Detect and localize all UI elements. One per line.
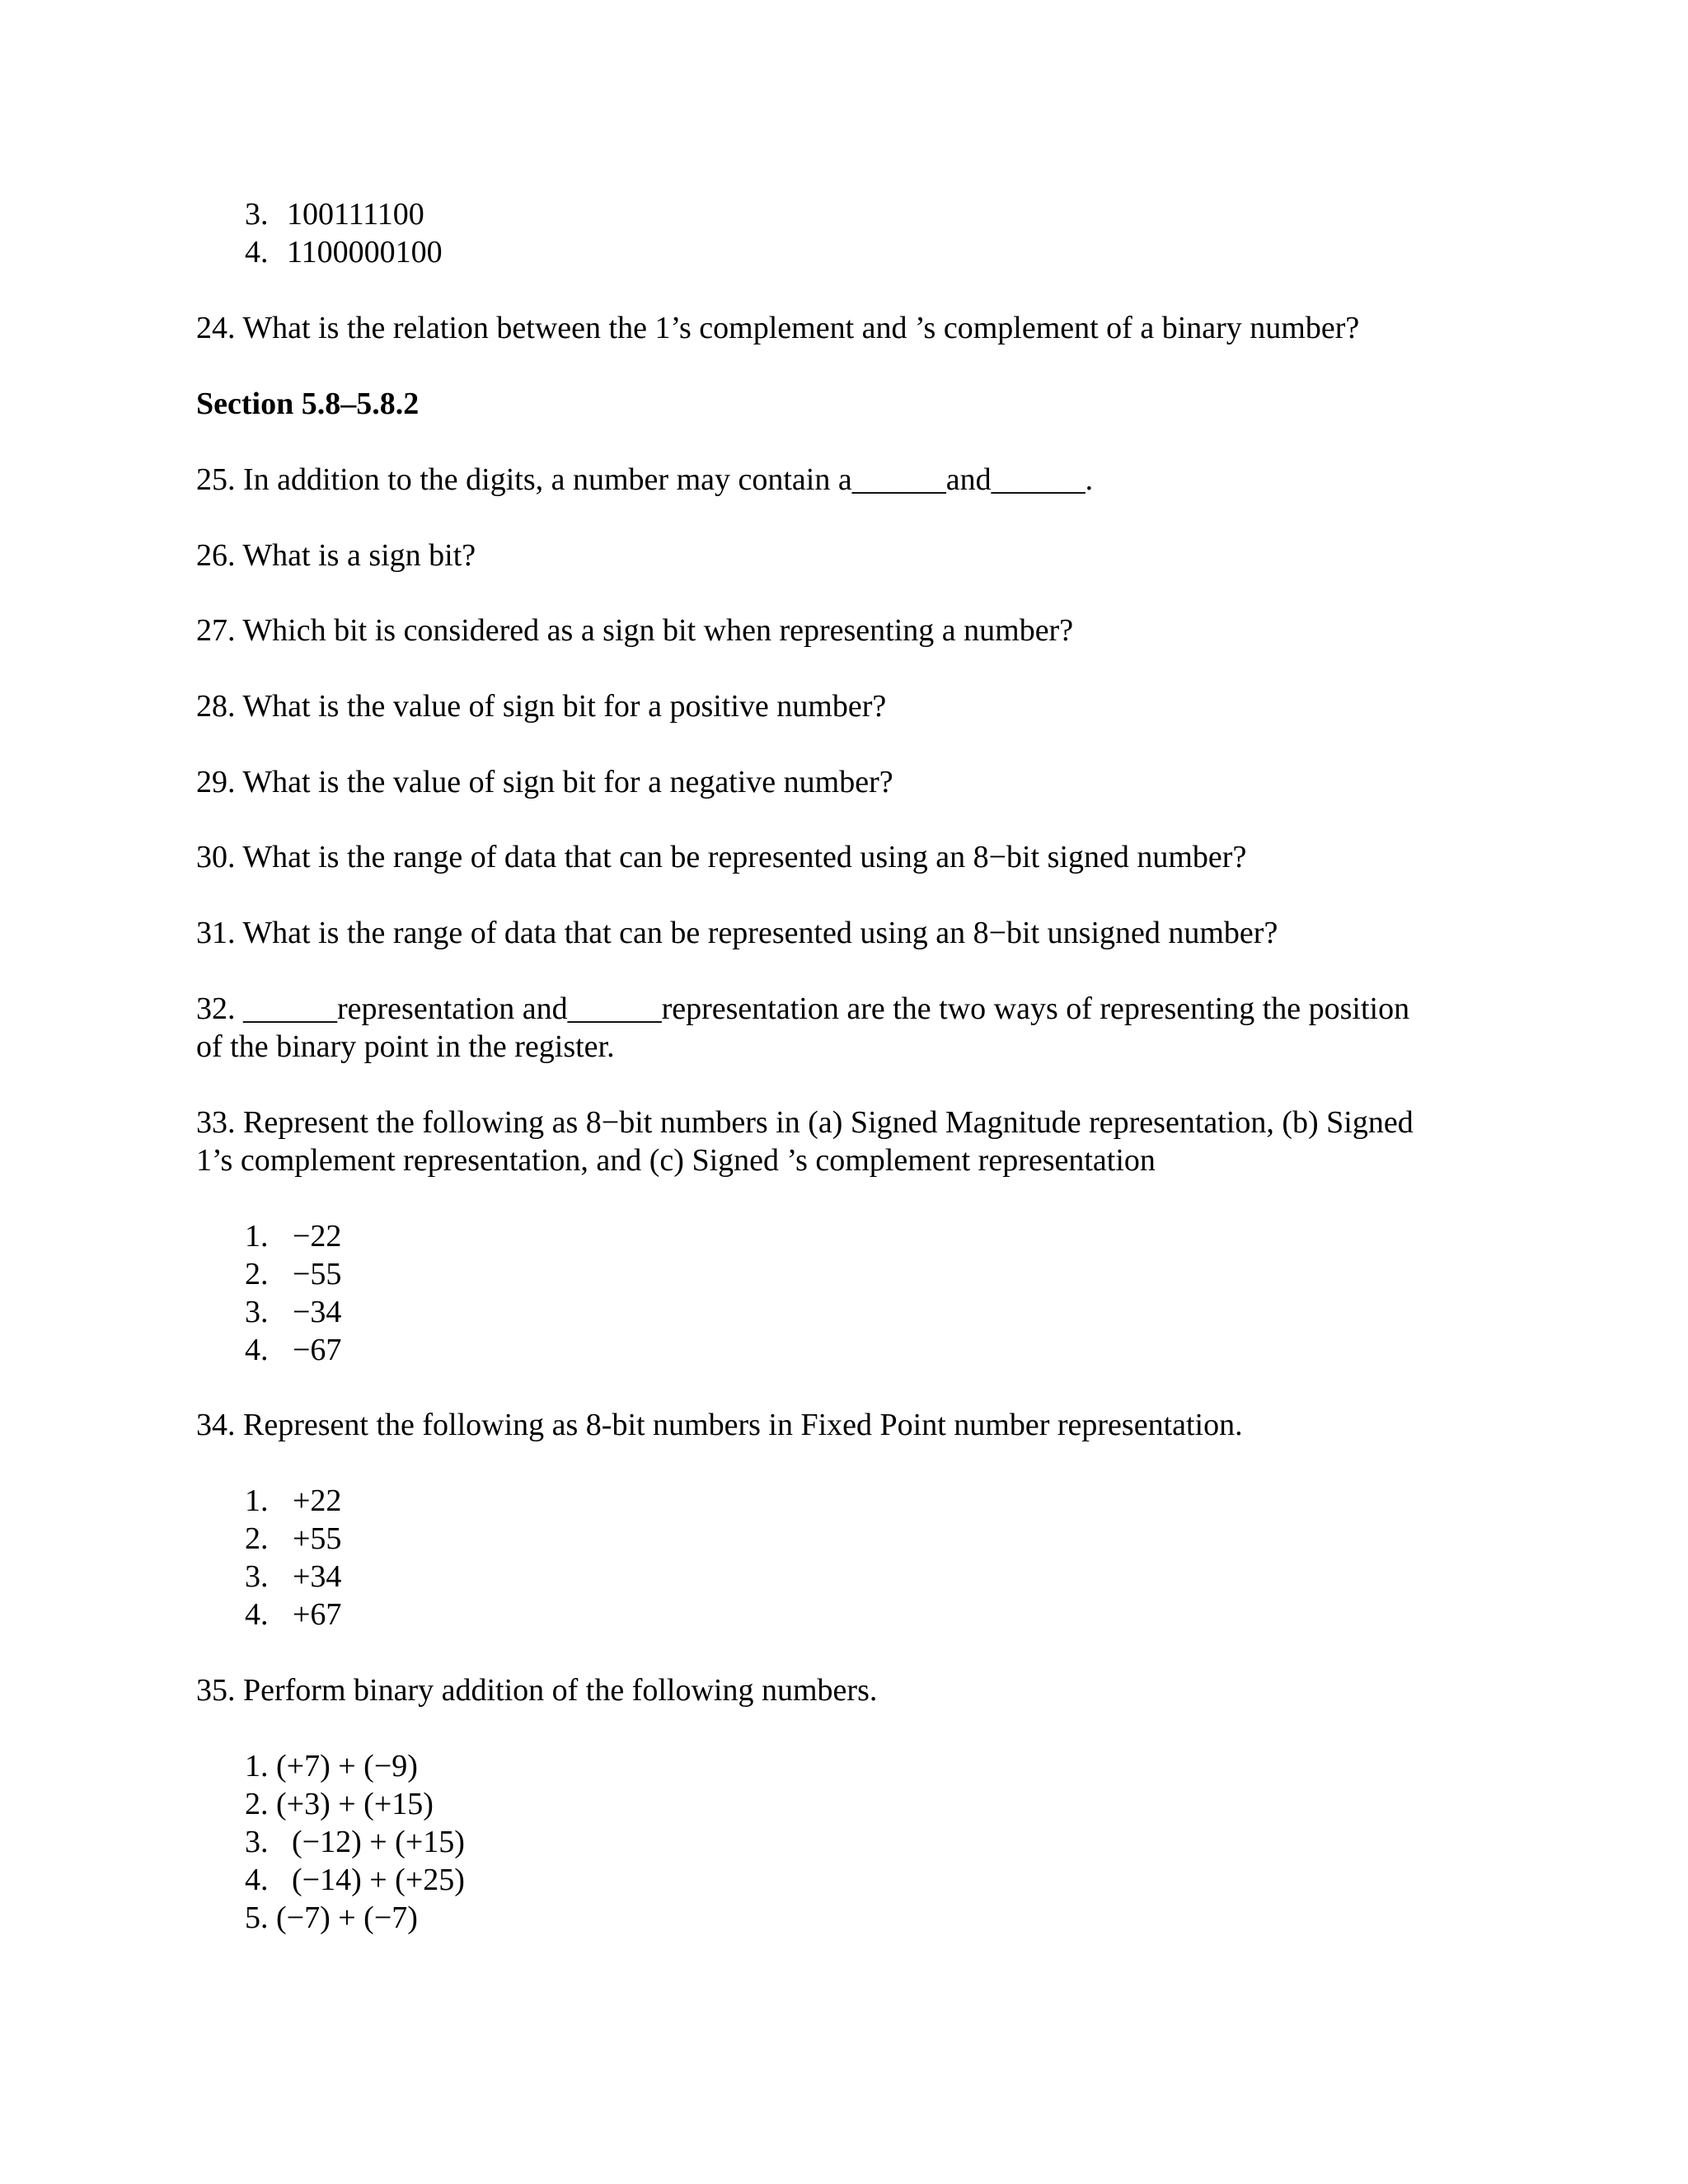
question-35: 35. Perform binary addition of the following numbers. bbox=[196, 1673, 878, 1708]
list-item-number: 4. bbox=[245, 1597, 269, 1632]
list-item-value: +67 bbox=[293, 1597, 342, 1632]
question-24: 24. What is the relation between the 1’s complement and ’s complement of a binary number? bbox=[196, 311, 1360, 345]
question-31: 31. What is the range of data that can be represented using an 8−bit unsigned number? bbox=[196, 916, 1278, 950]
list-item-number: 3. bbox=[245, 1295, 269, 1329]
list-item-number: 3. bbox=[245, 197, 269, 232]
list-item-value: 100111100 bbox=[287, 197, 424, 232]
section-heading: Section 5.8–5.8.2 bbox=[196, 387, 420, 421]
list-item: 3. (−12) + (+15) bbox=[245, 1825, 465, 1859]
question-33-line-1: 33. Represent the following as 8−bit numbers in (a) Signed Magnitude representation, (b) Signed bbox=[196, 1105, 1414, 1140]
list-item-value: −67 bbox=[293, 1333, 342, 1367]
question-25: 25. In addition to the digits, a number may contain a______and______. bbox=[196, 462, 1094, 497]
list-item-number: 1. bbox=[245, 1483, 269, 1518]
list-item-value: 1100000100 bbox=[287, 235, 443, 269]
list-item-value: +55 bbox=[293, 1521, 342, 1556]
question-30: 30. What is the range of data that can be represented using an 8−bit signed number? bbox=[196, 840, 1247, 874]
list-item-value: −34 bbox=[293, 1295, 342, 1329]
question-34: 34. Represent the following as 8-bit numbers in Fixed Point number representation. bbox=[196, 1408, 1243, 1442]
list-item-number: 2. bbox=[245, 1257, 269, 1291]
question-27: 27. Which bit is considered as a sign bit when representing a number? bbox=[196, 613, 1074, 648]
list-item-number: 4. bbox=[245, 235, 269, 269]
list-item-value: +22 bbox=[293, 1483, 342, 1518]
question-32-line-2: of the binary point in the register. bbox=[196, 1029, 615, 1064]
list-item-number: 2. bbox=[245, 1521, 269, 1556]
question-29: 29. What is the value of sign bit for a negative number? bbox=[196, 765, 893, 799]
list-item: 1. (+7) + (−9) bbox=[245, 1749, 418, 1783]
list-item-value: +34 bbox=[293, 1559, 342, 1594]
question-28: 28. What is the value of sign bit for a positive number? bbox=[196, 689, 887, 724]
list-item-number: 4. bbox=[245, 1333, 269, 1367]
question-26: 26. What is a sign bit? bbox=[196, 538, 476, 573]
list-item-value: −22 bbox=[293, 1219, 342, 1254]
list-item: 4. (−14) + (+25) bbox=[245, 1863, 465, 1897]
list-item: 2. (+3) + (+15) bbox=[245, 1787, 434, 1821]
question-33-line-2: 1’s complement representation, and (c) Signed ’s complement representation bbox=[196, 1143, 1156, 1178]
list-item-number: 1. bbox=[245, 1219, 269, 1254]
question-32-line-1: 32. ______representation and______representation are the two ways of representing the position bbox=[196, 991, 1410, 1026]
list-item-value: −55 bbox=[293, 1257, 342, 1291]
list-item: 5. (−7) + (−7) bbox=[245, 1900, 418, 1935]
list-item-number: 3. bbox=[245, 1559, 269, 1594]
